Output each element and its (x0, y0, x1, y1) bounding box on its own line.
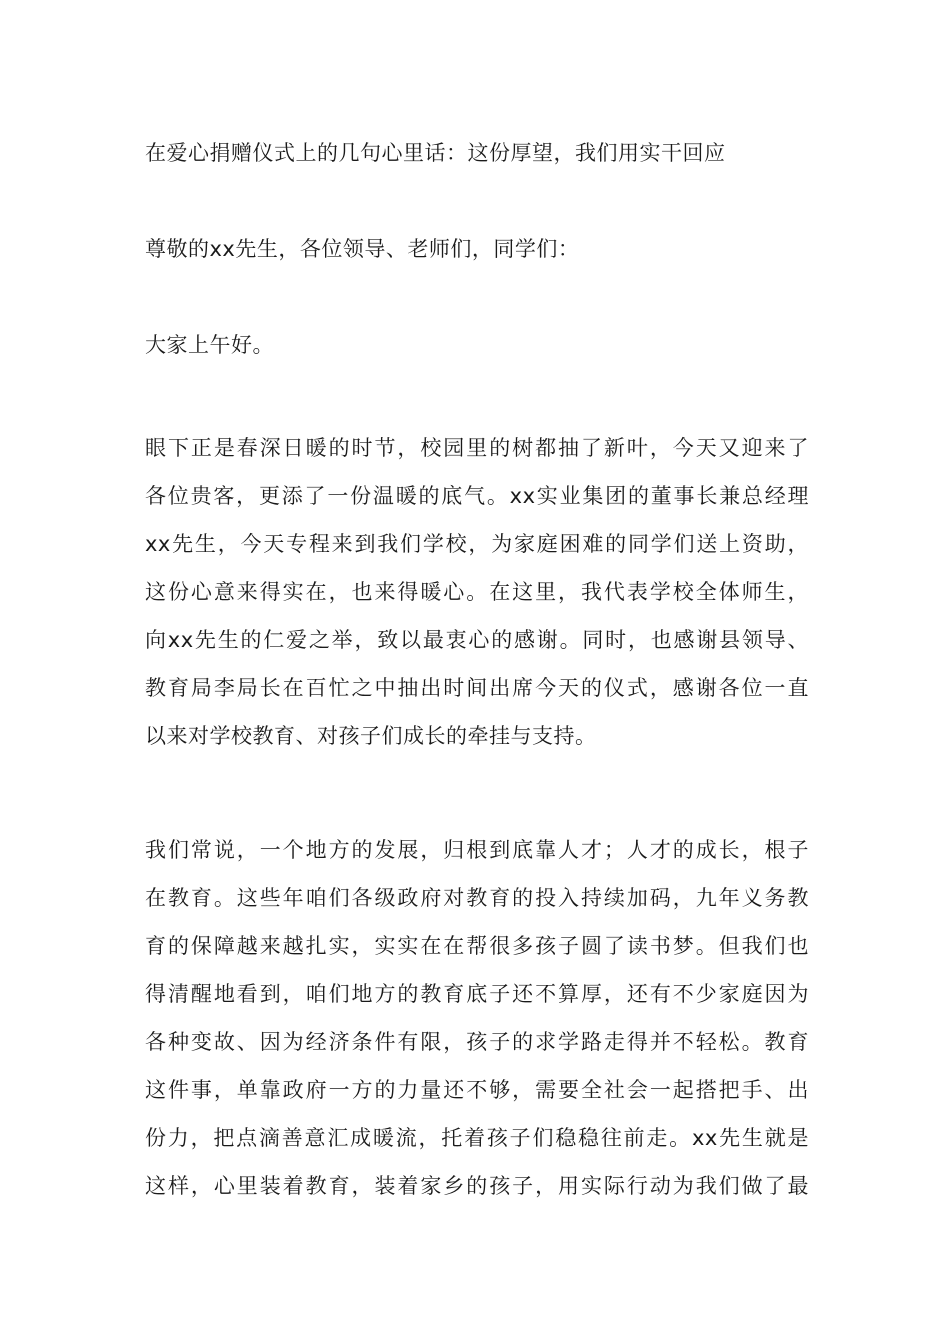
paragraph-line: 眼下正是春深日暖的时节，校园里的树都抽了新叶，今天又迎来了 (145, 436, 809, 460)
paragraph-1 (145, 424, 809, 760)
paragraph-line: 这份心意来得实在，也来得暖心。在这里，我代表学校全体师生， (145, 580, 809, 604)
paragraph-line: 得清醒地看到，咱们地方的教育底子还不算厚，还有不少家庭因为 (145, 982, 809, 1006)
paragraph-line: 向xx先生的仁爱之举，致以最衷心的感谢。同时，也感谢县领导、 (145, 628, 809, 652)
paragraph-line: xx先生，今天专程来到我们学校，为家庭困难的同学们送上资助， (145, 532, 809, 556)
paragraph-line: 这件事，单靠政府一方的力量还不够，需要全社会一起搭把手、出 (145, 1078, 809, 1102)
paragraph-line: 各位贵客，更添了一份温暖的底气。xx实业集团的董事长兼总经理 (145, 484, 809, 508)
paragraph-line: 在教育。这些年咱们各级政府对教育的投入持续加码，九年义务教 (145, 886, 809, 910)
paragraph-line: 我们常说，一个地方的发展，归根到底靠人才；人才的成长，根子 (145, 838, 809, 862)
document-title: 在爱心捐赠仪式上的几句心里话：这份厚望，我们用实干回应 (145, 141, 726, 165)
paragraph-line: 这样，心里装着教育，装着家乡的孩子，用实际行动为我们做了最 (145, 1174, 809, 1198)
paragraph-line: 育的保障越来越扎实，实实在在帮很多孩子圆了读书梦。但我们也 (145, 934, 809, 958)
document-body (145, 136, 809, 1210)
paragraph-2 (145, 826, 809, 1210)
paragraph-line: 教育局李局长在百忙之中抽出时间出席今天的仪式，感谢各位一直 (145, 676, 809, 700)
paragraph-line: 份力，把点滴善意汇成暖流，托着孩子们稳稳往前走。xx先生就是 (145, 1126, 809, 1150)
salutation: 尊敬的xx先生，各位领导、老师们，同学们： (145, 237, 580, 261)
paragraph-line: 各种变故、因为经济条件有限，孩子的求学路走得并不轻松。教育 (145, 1030, 809, 1054)
greeting: 大家上午好。 (145, 333, 274, 357)
paragraph-line: 以来对学校教育、对孩子们成长的牵挂与支持。 (145, 724, 597, 748)
